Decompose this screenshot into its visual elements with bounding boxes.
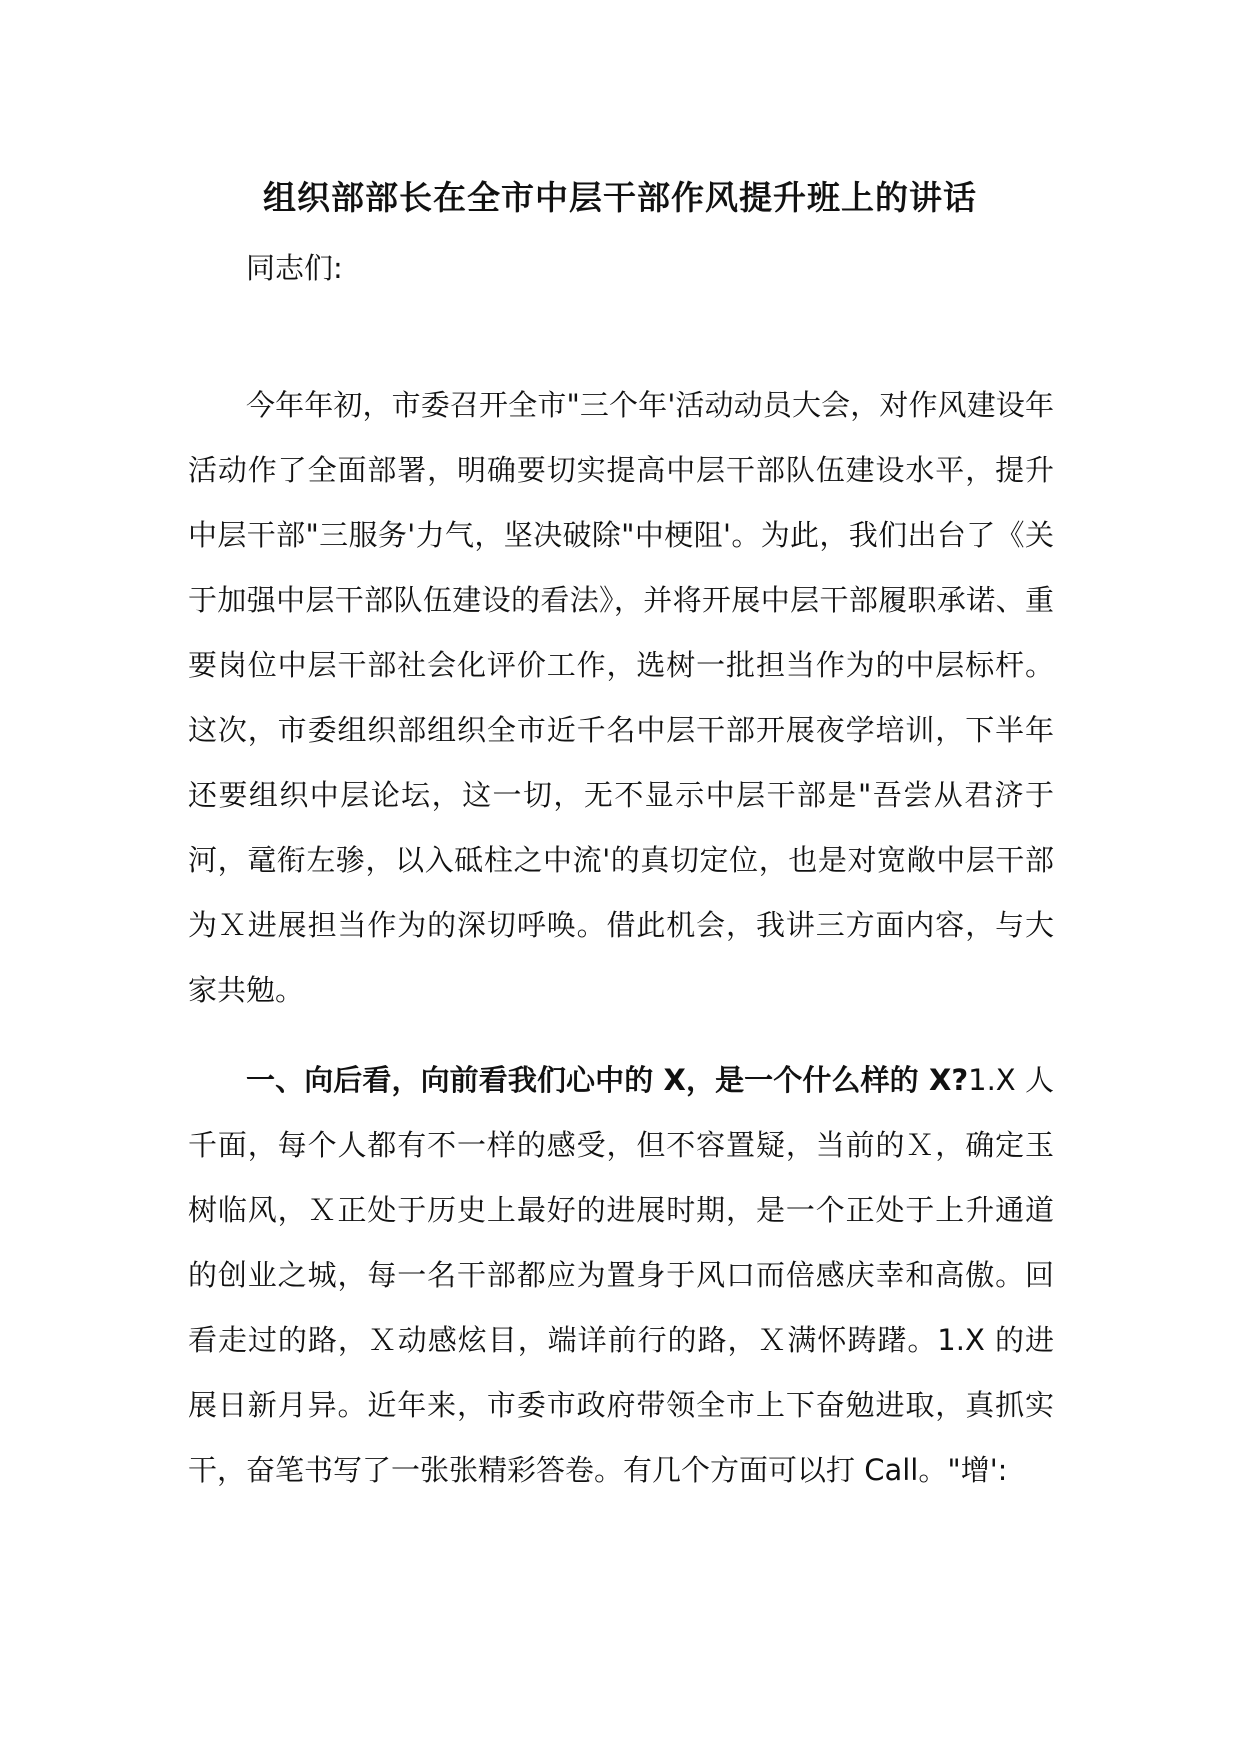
section-one-heading: 一、向后看，向前看我们心中的 X，是一个什么样的 X? bbox=[246, 1063, 969, 1097]
document-title: 组织部部长在全市中层干部作风提升班上的讲话 bbox=[263, 178, 977, 217]
section-one-paragraph bbox=[188, 1048, 1054, 1503]
greeting: 同志们: bbox=[246, 251, 343, 285]
intro-paragraph: 今年年初，市委召开全市"三个年'活动动员大会，对作风建设年活动作了全面部署，明确要切实提高中层干部队伍建设水平，提升中层干部"三服务'力气，坚决破除"中梗阻'。为此，我们出台了《关于加强中层干部队伍建设的看法》，并将开展中层干部履职承诺、重要岗位中层干部社会化评价工作，选树一批担当作为的中层标杆。这次，市委组织部组织全市近千名中层干部开展夜学培训，下半年还要组织中层论坛，这一切，无不显示中层干部是"吾尝从君济于河，鼋衔左骖，以入砥柱之中流'的真切定位，也是对宽敞中层干部为Ｘ进展担当作为的深切呼唤。借此机会，我讲三方面内容，与大家共勉。 bbox=[188, 388, 1054, 1007]
section-one-text: 1.X 人千面，每个人都有不一样的感受，但不容置疑，当前的Ｘ，确定玉树临风，Ｘ正处于历史上最好的进展时期，是一个正处于上升通道的创业之城，每一名干部都应为置身于风口而倍感庆幸和高傲。回看走过的路，Ｘ动感炫目，端详前行的路，Ｘ满怀踌躇。1.X 的进展日新月异。近年来，市委市政府带领全市上下奋勉进取，真抓实干，奋笔书写了一张张精彩答卷。有几个方面可以打 Call。"增': bbox=[188, 1063, 1054, 1487]
